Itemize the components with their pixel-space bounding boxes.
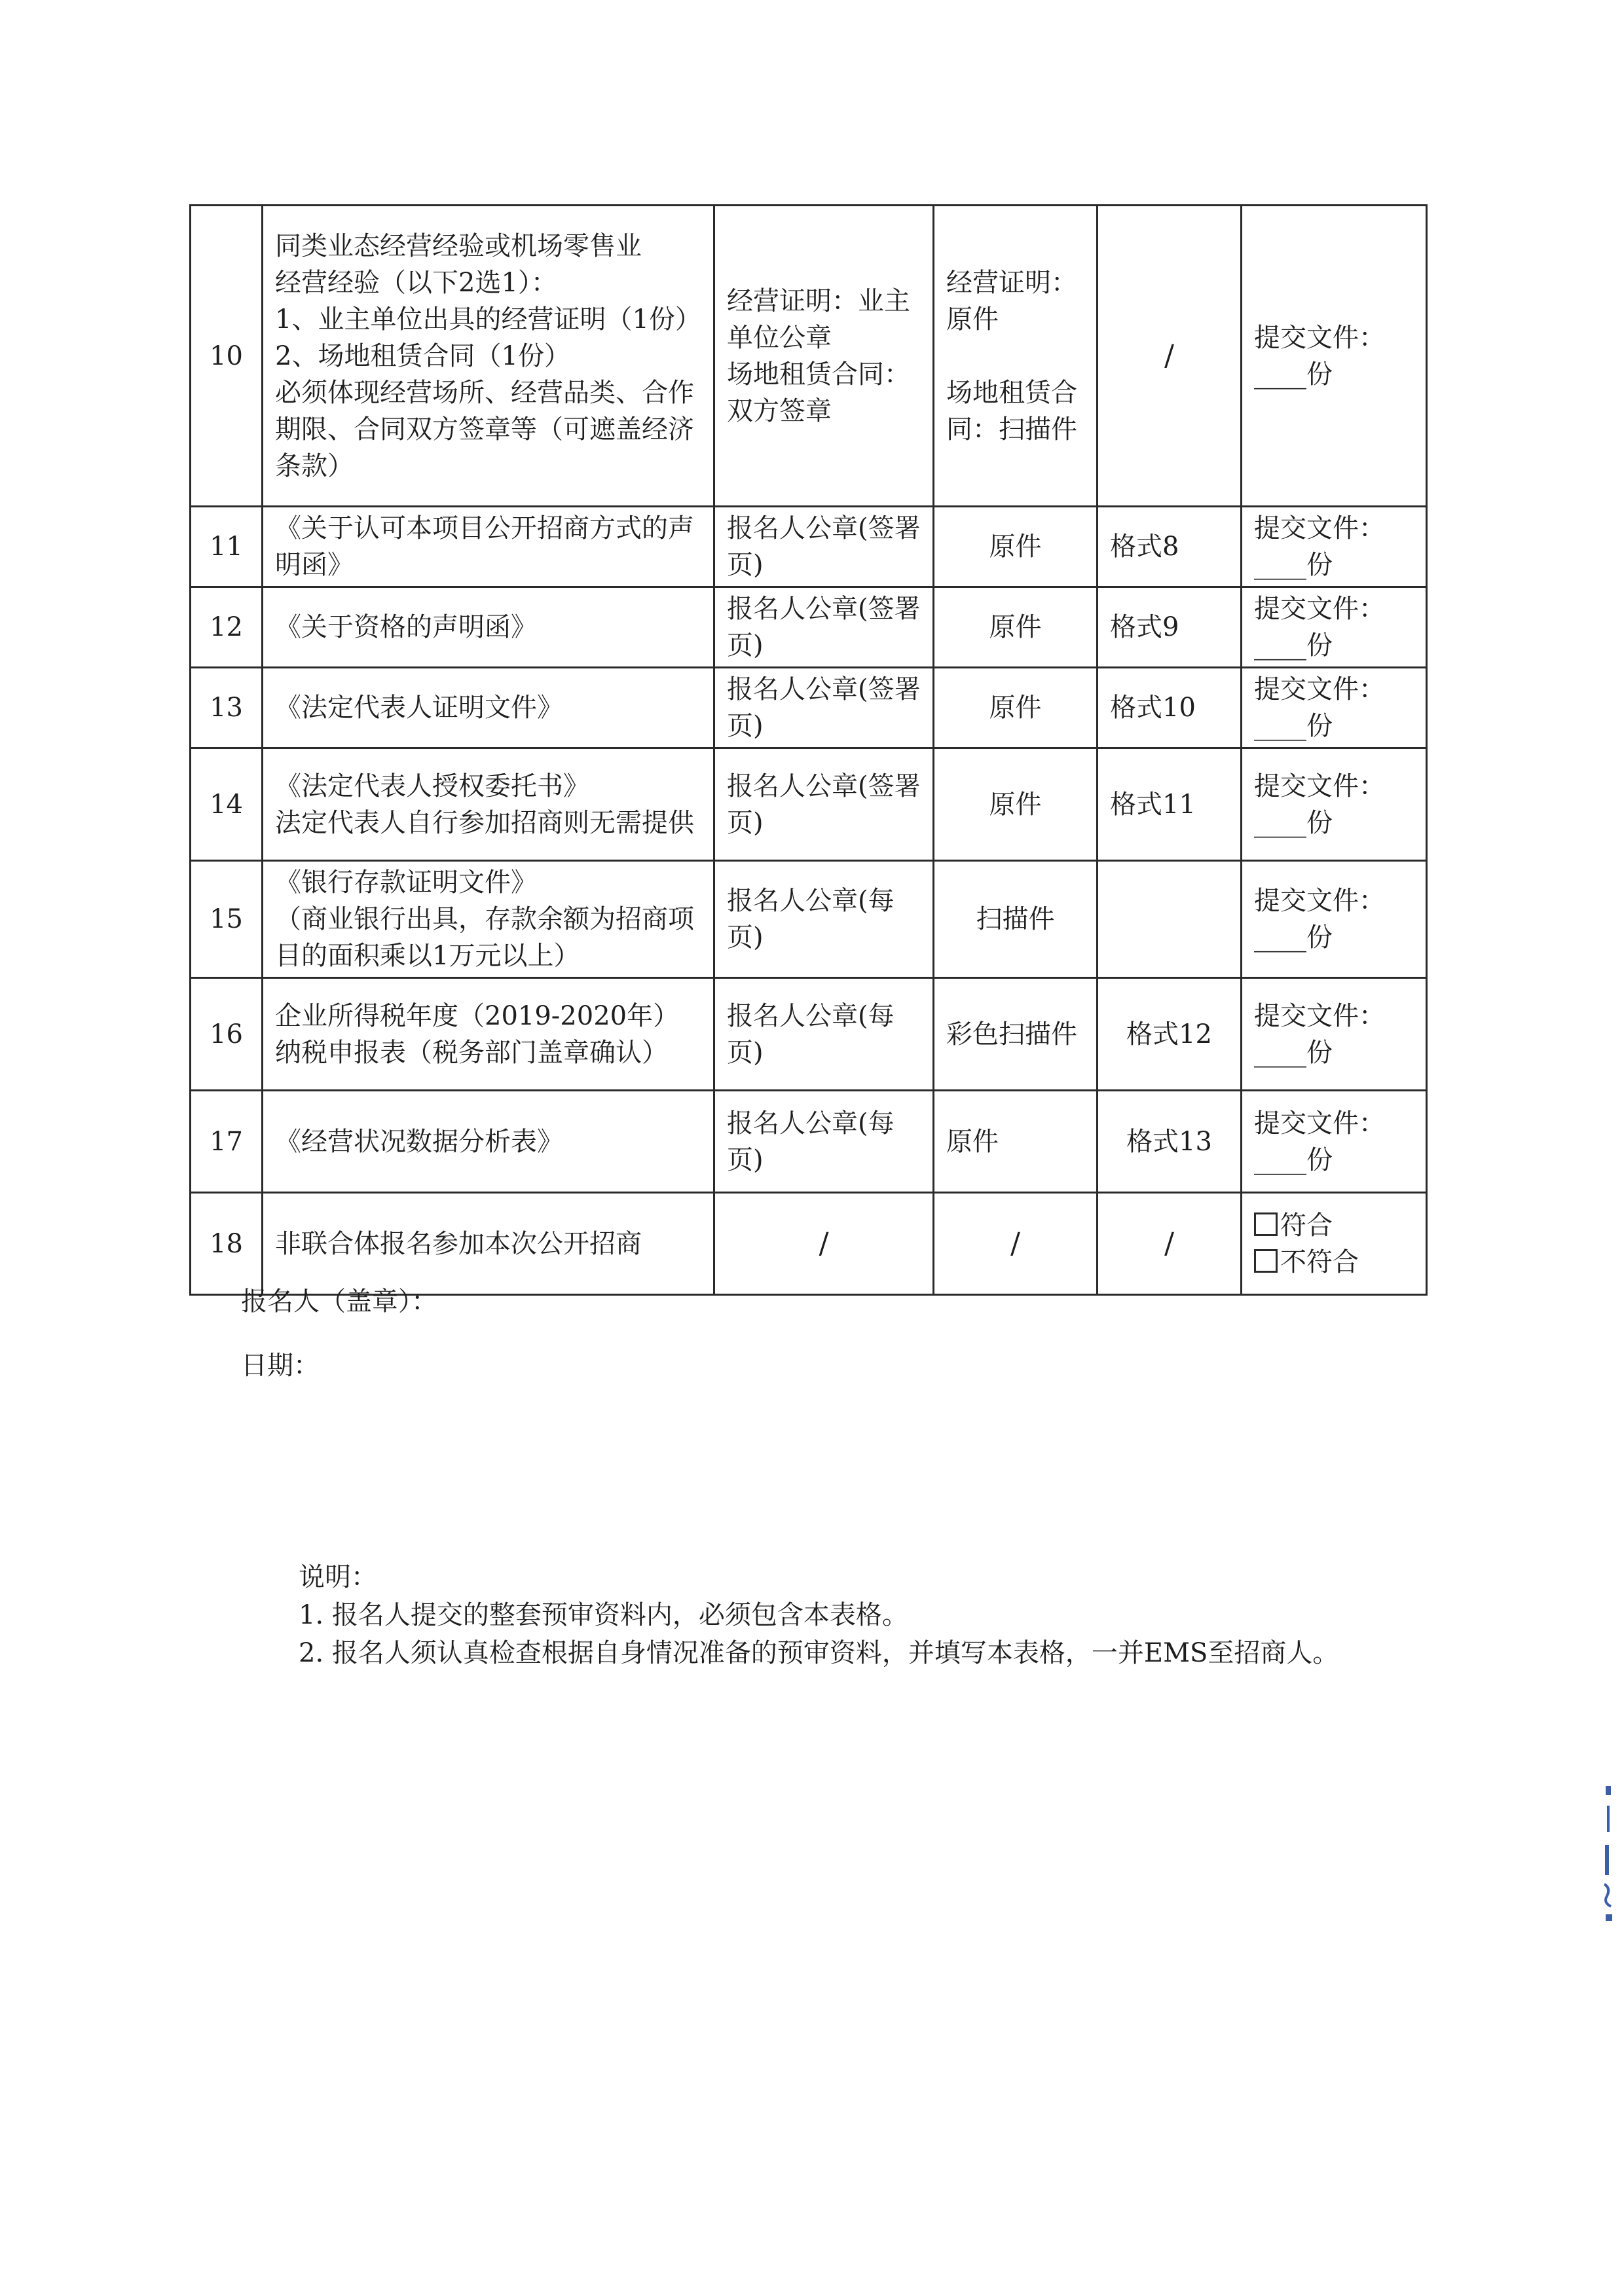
applicant-seal-line: 报名人（盖章）：: [241, 1286, 437, 1317]
row-number: 10: [191, 206, 263, 507]
checkbox-icon[interactable]: [1254, 1249, 1278, 1273]
submit-count: 提交文件： ____份: [1242, 861, 1427, 978]
table-row: [191, 206, 1427, 507]
format-reference: 格式11: [1098, 748, 1242, 861]
document-item: 《银行存款证明文件》 （商业银行出具，存款余额为招商项目的面积乘以1万元以上）: [263, 861, 714, 978]
table-row: [191, 748, 1427, 861]
table-row: [191, 587, 1427, 668]
format-reference: /: [1098, 1193, 1242, 1295]
format-reference: 格式13: [1098, 1091, 1242, 1193]
copy-type: 彩色扫描件: [934, 978, 1098, 1091]
document-item: 非联合体报名参加本次公开招商: [263, 1193, 714, 1295]
document-item: 《法定代表人授权委托书》 法定代表人自行参加招商则无需提供: [263, 748, 714, 861]
document-item: 《关于资格的声明函》: [263, 587, 714, 668]
document-item: 同类业态经营经验或机场零售业 经营经验（以下2选1）： 1、业主单位出具的经营证明（1份） 2、场地租赁合同（1份） 必须体现经营场所、经营品类、合作期限、合同双方签章等（可遮盖经济条款）: [263, 206, 714, 507]
copy-type: 原件: [934, 507, 1098, 587]
row-number: 17: [191, 1091, 263, 1193]
format-reference: [1098, 861, 1242, 978]
seal-requirement: 报名人公章(签署页): [714, 668, 934, 748]
notes-title: 说明：: [299, 1562, 377, 1592]
table-row: [191, 1091, 1427, 1193]
format-reference: 格式12: [1098, 978, 1242, 1091]
submit-count: 提交文件： ____份: [1242, 978, 1427, 1091]
seal-requirement: 报名人公章(每页): [714, 861, 934, 978]
row-number: 18: [191, 1193, 263, 1295]
table-row: [191, 668, 1427, 748]
seal-requirement: 报名人公章(签署页): [714, 748, 934, 861]
option-compliant[interactable]: [1254, 1207, 1414, 1244]
format-reference: 格式10: [1098, 668, 1242, 748]
document-item: 《法定代表人证明文件》: [263, 668, 714, 748]
prequalification-checklist-table: [189, 204, 1428, 1296]
table-row: [191, 978, 1427, 1091]
row-number: 13: [191, 668, 263, 748]
row-number: 11: [191, 507, 263, 587]
notes-section: [241, 1558, 1354, 1672]
seal-requirement: 报名人公章(每页): [714, 1091, 934, 1193]
option-label: 不符合: [1280, 1247, 1359, 1277]
row-number: 16: [191, 978, 263, 1091]
checkbox-icon[interactable]: [1254, 1212, 1278, 1236]
date-line: 日期：: [241, 1351, 320, 1381]
option-noncompliant[interactable]: [1254, 1244, 1414, 1281]
table-row: [191, 507, 1427, 587]
seal-requirement: /: [714, 1193, 934, 1295]
seal-requirement: 经营证明：业主单位公章 场地租赁合同：双方签章: [714, 206, 934, 507]
format-reference: /: [1098, 206, 1242, 507]
copy-type: 原件: [934, 668, 1098, 748]
copy-type: 原件: [934, 748, 1098, 861]
document-item: 《经营状况数据分析表》: [263, 1091, 714, 1193]
note-item: 1. 报名人提交的整套预审资料内，必须包含本表格。: [299, 1600, 908, 1630]
copy-type: 经营证明：原件 场地租赁合同：扫描件: [934, 206, 1098, 507]
submit-count: 提交文件： ____份: [1242, 587, 1427, 668]
submit-count: 提交文件： ____份: [1242, 748, 1427, 861]
row-number: 12: [191, 587, 263, 668]
format-reference: 格式8: [1098, 507, 1242, 587]
seal-requirement: 报名人公章(签署页): [714, 587, 934, 668]
row-number: 15: [191, 861, 263, 978]
copy-type: 原件: [934, 1091, 1098, 1193]
format-reference: 格式9: [1098, 587, 1242, 668]
submit-count: 提交文件： ____份: [1242, 206, 1427, 507]
seal-requirement: 报名人公章(每页): [714, 978, 934, 1091]
compliance-options: [1242, 1193, 1427, 1295]
copy-type: 扫描件: [934, 861, 1098, 978]
submit-count: 提交文件： ____份: [1242, 1091, 1427, 1193]
document-item: 《关于认可本项目公开招商方式的声明函》: [263, 507, 714, 587]
row-number: 14: [191, 748, 263, 861]
copy-type: /: [934, 1193, 1098, 1295]
table-row: [191, 1193, 1427, 1295]
option-label: 符合: [1280, 1210, 1333, 1241]
submit-count: 提交文件： ____份: [1242, 668, 1427, 748]
page-edge-stamp-fragment: [1602, 1786, 1617, 1923]
table-row: [191, 861, 1427, 978]
note-item: 2. 报名人须认真检查根据自身情况准备的预审资料，并填写本表格，一并EMS至招商人。: [299, 1638, 1339, 1668]
seal-requirement: 报名人公章(签署页): [714, 507, 934, 587]
copy-type: 原件: [934, 587, 1098, 668]
document-item: 企业所得税年度（2019-2020年）纳税申报表（税务部门盖章确认）: [263, 978, 714, 1091]
submit-count: 提交文件： ____份: [1242, 507, 1427, 587]
